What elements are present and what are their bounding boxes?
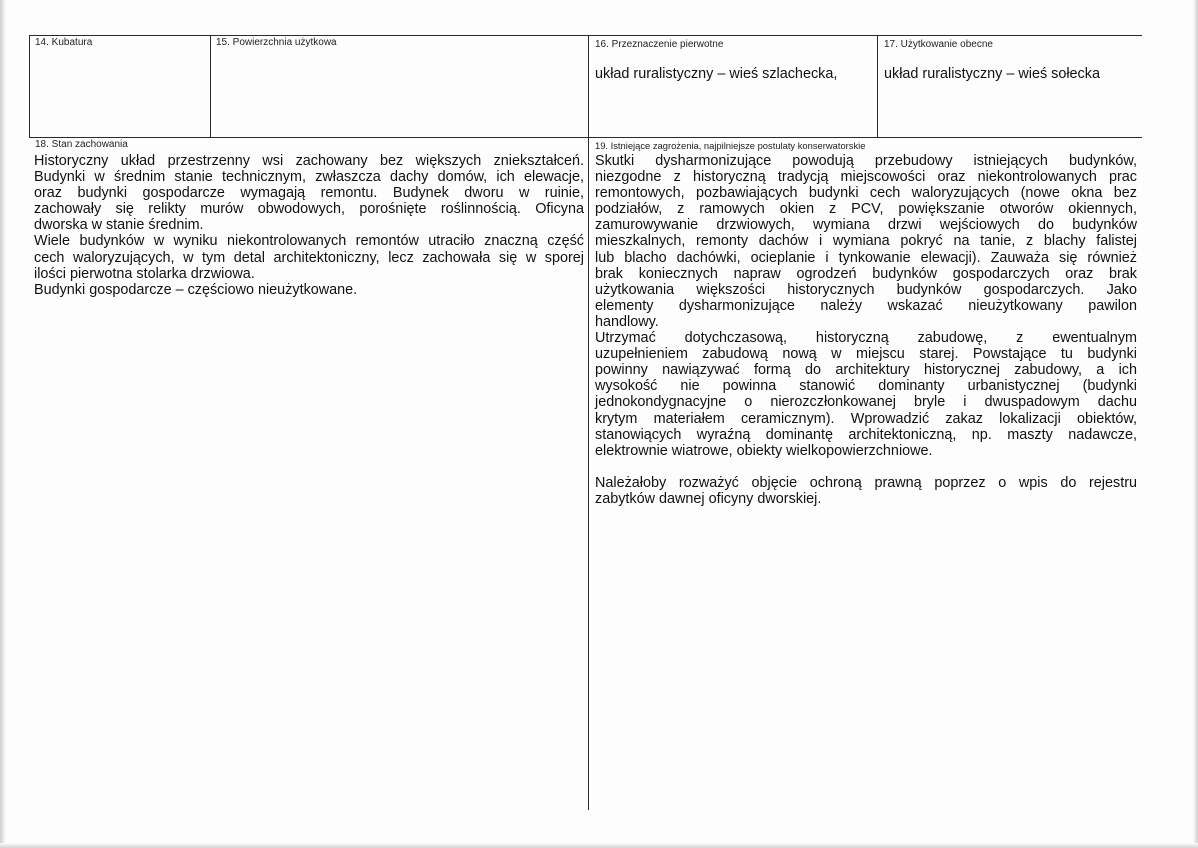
text-line: brak koniecznych napraw ogrodzeń budynków gospodarczych oraz brak [595, 265, 1137, 282]
field-17-label: 17. Użytkowanie obecne [884, 39, 993, 50]
text-line: niezgodne z historyczną tradycją miejscowości oraz niekontrolowanych prac [595, 169, 1137, 186]
divider-16-17 [877, 35, 878, 138]
field-14-label: 14. Kubatura [35, 37, 93, 48]
text-line: handlowy. [595, 313, 659, 330]
text-line: Utrzymać dotychczasową, historyczną zabudowę, z ewentualnym [595, 330, 1137, 347]
table-top-border [29, 35, 1142, 36]
text-line: Należałoby rozważyć objęcie ochroną prawną poprzez o wpis do rejestru [595, 474, 1137, 491]
text-line: uzupełnieniem zabudową nową w miejscu starej. Powstające tu budynki [595, 346, 1137, 363]
field-16-label: 16. Przeznaczenie pierwotne [595, 39, 724, 50]
text-line: krytym materiałem ceramicznym). Wprowadzić zakaz lokalizacji obiektów, [595, 410, 1137, 427]
text-line: stanowiących wyraźną dominantę architektoniczną, np. maszty nadawcze, [595, 426, 1137, 443]
text-line: Wiele budynków w wyniku niekontrolowanych remontów utraciło znaczną część [34, 233, 584, 250]
section-19-label: 19. Istniejące zagrożenia, najpilniejsze postulaty konserwatorskie [595, 140, 866, 151]
text-line: Budynki w średnim stanie technicznym, zwłaszcza dachy domów, ich elewacje, [34, 169, 584, 186]
text-line: mieszkalnych, remonty dachów i wymiana pokryć na tanie, z blachy falistej [595, 233, 1137, 250]
text-line: remontowych, pozbawiających budynki cech waloryzujących (nowe okna bez [595, 185, 1137, 202]
paragraph-gap [595, 459, 1137, 475]
text-line: elementy dysharmonizujące należy wskazać nieużytkowany pawilon [595, 297, 1137, 314]
text-line: zachowały się relikty murów obwodowych, porośnięte roślinnością. Oficyna [34, 201, 584, 218]
text-line: jednokondygnacyjne o nierozczłonkowanej bryle i dwuspadowym dachu [595, 394, 1137, 411]
scan-edge-right [1193, 0, 1198, 848]
text-line: dworska w stanie średnim. [34, 217, 204, 234]
text-line: wysokość nie powinna stanowić dominanty urbanistycznej (budynki [595, 378, 1137, 395]
table-mid-border [29, 137, 1142, 138]
text-line: Skutki dysharmonizujące powodują przebudowy istniejących budynków, [595, 153, 1137, 169]
scan-edge-left [0, 0, 6, 848]
section-19-text [595, 153, 1137, 507]
table-left-border [29, 35, 30, 138]
field-15-label: 15. Powierzchnia użytkowa [216, 37, 337, 48]
text-line: powinny nawiązywać formą do architektury historycznej zabudowy, a ich [595, 362, 1137, 379]
text-line: oraz budynki gospodarcze wymagają remontu. Budynek dworu w ruinie, [34, 185, 584, 202]
text-line: podziałów, z ramowych okien z PCV, powiększanie otworów okiennych, [595, 201, 1137, 218]
text-line: lub blacho dachówki, ocieplanie i tynkowanie elewacji). Zauważa się również [595, 249, 1137, 266]
text-line: Budynki gospodarcze – częściowo nieużytkowane. [34, 281, 358, 298]
text-line: użytkowania większości historycznych budynków gospodarczych. Jako [595, 281, 1137, 298]
divider-14-15 [210, 35, 211, 138]
text-line: ilości pierwotna stolarka drzwiowa. [34, 265, 255, 282]
text-line: elektrownie wiatrowe, obiekty wielkopowierzchniowe. [595, 442, 933, 459]
text-line: cech waloryzujących, w tym detal architektoniczny, lecz zachowała się w sporej [34, 249, 584, 266]
scan-edge-bottom [0, 843, 1198, 848]
text-line: zabytków dawnej oficyny dworskiej. [595, 490, 822, 507]
field-17-value: układ ruralistyczny – wieś sołecka [884, 66, 1100, 82]
text-line: zamurowywanie drzwiowych, wymiana drzwi wejściowych do budynków [595, 217, 1137, 234]
section-18-label: 18. Stan zachowania [35, 139, 128, 150]
section-18-text [34, 153, 584, 298]
field-16-value: układ ruralistyczny – wieś szlachecka, [595, 66, 838, 82]
text-line: Historyczny układ przestrzenny wsi zachowany bez większych zniekształceń. [34, 153, 584, 169]
main-column-divider [588, 35, 589, 810]
